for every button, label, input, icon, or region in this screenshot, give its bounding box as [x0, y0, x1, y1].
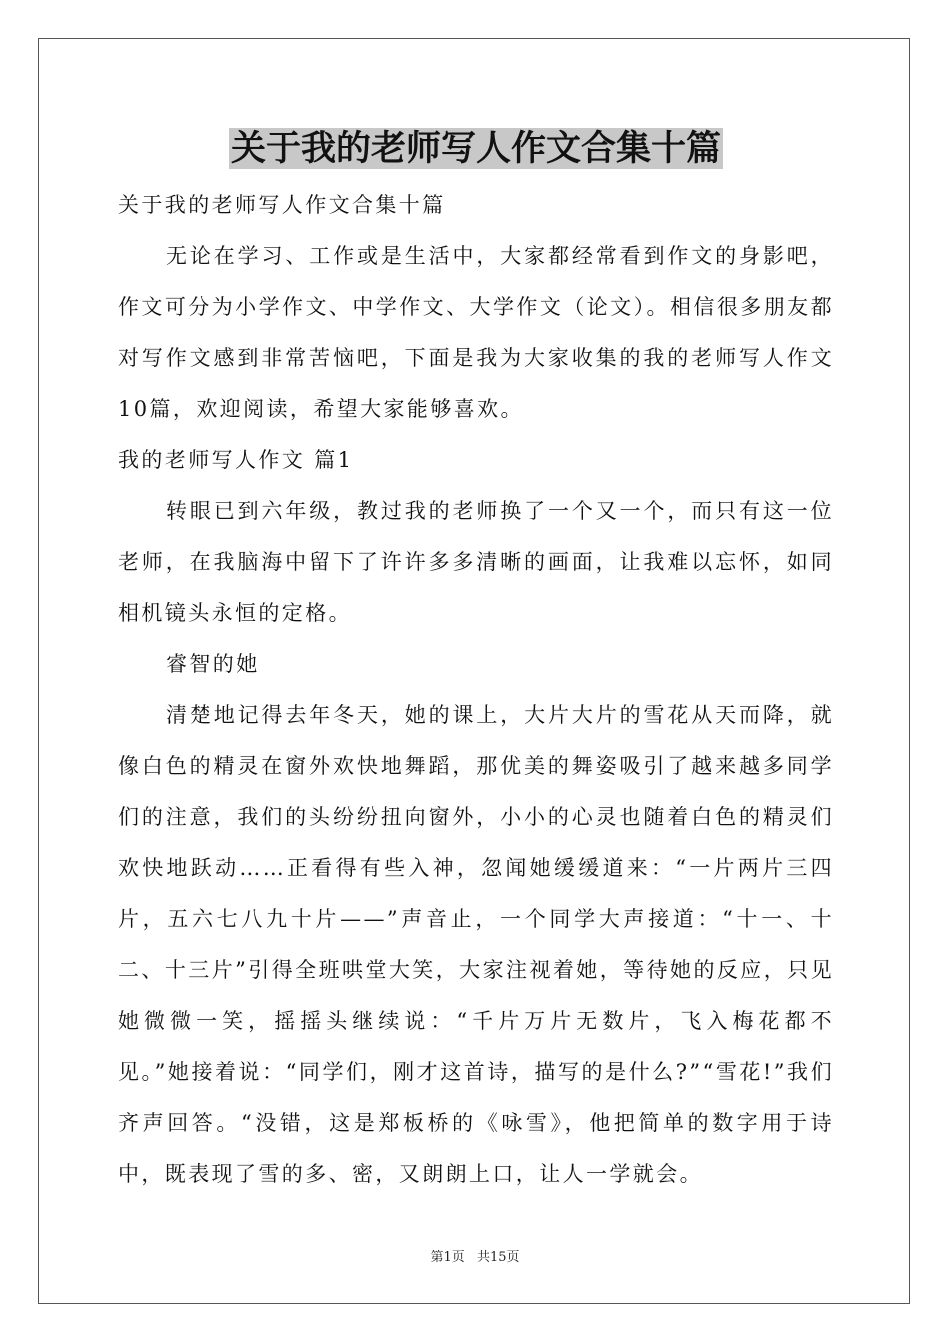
document-title	[118, 120, 834, 178]
document-title-text: 关于我的老师写人作文合集十篇	[230, 128, 721, 169]
body-paragraph-1: 转眼已到六年级，教过我的老师换了一个又一个，而只有这一位老师，在我脑海中留下了许许多多清晰的画面，让我难以忘怀，如同相机镜头永恒的定格。	[118, 499, 834, 625]
section-heading: 我的老师写人作文 篇1	[118, 448, 354, 472]
page-total: 共15页	[476, 1250, 520, 1265]
document-body	[118, 120, 834, 1200]
body-paragraph-heading: 睿智的她	[166, 652, 260, 676]
body-paragraph-2: 清楚地记得去年冬天，她的课上，大片大片的雪花从天而降，就像白色的精灵在窗外欢快地舞蹈，那优美的舞姿吸引了越来越多同学们的注意，我们的头纷纷扭向窗外，小小的心灵也随着白色的精灵们欢快地跃动……正看得有些入神，忽闻她缓缓道来：“一片两片三四片，五六七八九十片——”声音止，一个同学大声接道：“十一、十二、十三片”引得全班哄堂大笑，大家注视着她，等待她的反应，只见她微微一笑，摇摇头继续说：“千片万片无数片，飞入梅花都不见。”她接着说：“同学们，刚才这首诗，描写的是什么?”“雪花!”我们齐声回答。“没错，这是郑板桥的《咏雪》，他把简单的数字用于诗中，既表现了雪的多、密，又朗朗上口，让人一学就会。	[118, 703, 834, 1186]
intro-paragraph: 无论在学习、工作或是生活中，大家都经常看到作文的身影吧，作文可分为小学作文、中学作文、大学作文（论文）。相信很多朋友都对写作文感到非常苦恼吧，下面是我为大家收集的我的老师写人作文10篇，欢迎阅读，希望大家能够喜欢。	[118, 244, 834, 421]
document-subtitle: 关于我的老师写人作文合集十篇	[118, 193, 446, 217]
page-number: 第1页	[430, 1250, 465, 1265]
page-footer	[0, 1246, 950, 1265]
